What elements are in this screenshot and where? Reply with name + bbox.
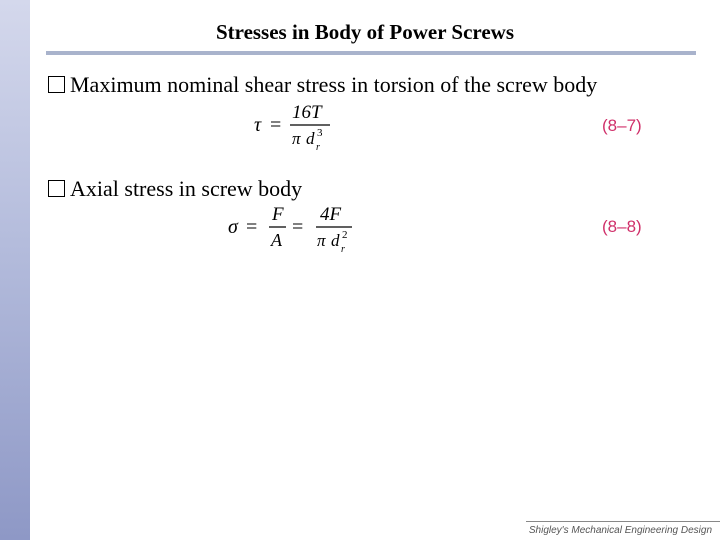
- eq-equals-2: =: [292, 216, 304, 238]
- equation-axial-stress: [224, 200, 364, 256]
- eq-lhs-tau: τ: [254, 114, 262, 136]
- eq-f2-numerator: 4F: [320, 204, 342, 225]
- eq-lhs-sigma: σ: [228, 216, 238, 238]
- slide-sidebar-decoration: [0, 0, 30, 540]
- slide-title: Stresses in Body of Power Screws: [215, 20, 515, 44]
- eq-den-sup: 2: [342, 229, 348, 241]
- eq-equals-1: =: [246, 216, 258, 238]
- bullet-text: Axial stress in screw body: [70, 176, 303, 201]
- equation-torsion-shear: [250, 98, 340, 154]
- eq-den-d: d: [306, 129, 315, 148]
- checkbox-bullet-icon: [48, 76, 65, 93]
- eq-den-sub: r: [316, 142, 320, 153]
- bullet-text: Maximum nominal shear stress in torsion of the screw body: [70, 72, 598, 97]
- eq-den-pi: π: [317, 231, 326, 250]
- equation-number-8-8: (8–8): [602, 217, 642, 236]
- eq-den-pi: π: [292, 129, 301, 148]
- bullet-shear-stress: [48, 72, 597, 98]
- checkbox-bullet-icon: [48, 180, 65, 197]
- footer-divider: [526, 521, 720, 522]
- equation-number-8-7: (8–7): [602, 116, 642, 135]
- bullet-axial-stress: [48, 176, 302, 202]
- eq-den-d: d: [331, 231, 340, 250]
- title-underline: [46, 51, 696, 55]
- eq-equals: =: [270, 114, 282, 136]
- eq-f1-denominator: A: [271, 230, 282, 250]
- footer-attribution: Shigley's Mechanical Engineering Design: [528, 525, 712, 536]
- eq-numerator: 16T: [292, 102, 322, 123]
- eq-den-sub: r: [341, 244, 345, 255]
- eq-den-sup: 3: [317, 127, 323, 139]
- eq-f1-numerator: F: [272, 204, 284, 225]
